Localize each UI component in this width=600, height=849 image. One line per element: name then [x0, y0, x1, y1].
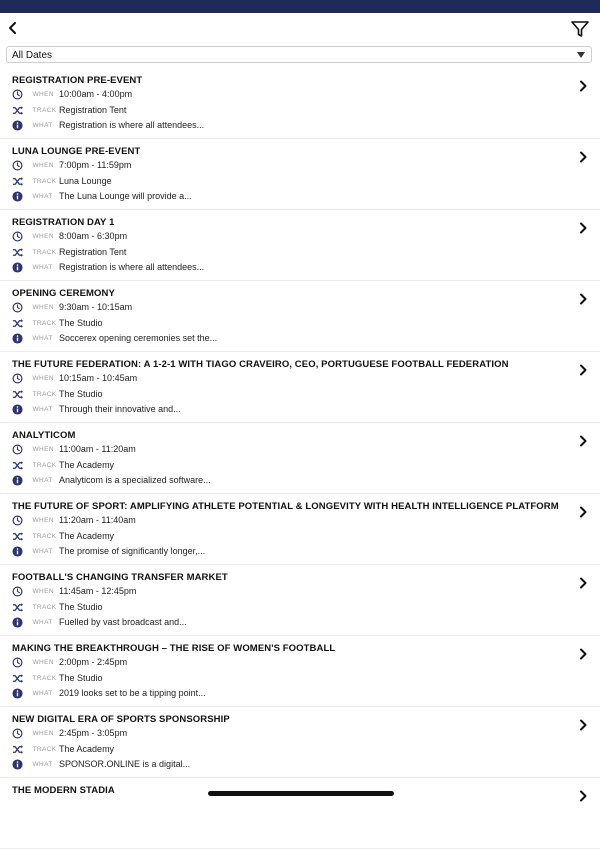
- session-item[interactable]: [0, 68, 600, 139]
- what-label: WHAT: [32, 264, 53, 272]
- session-track: The Studio: [59, 602, 103, 613]
- track-row: [12, 530, 114, 543]
- session-track: Registration Tent: [59, 105, 127, 116]
- what-row: [12, 687, 206, 700]
- track-row: [12, 601, 103, 614]
- shuffle-icon: [12, 602, 23, 613]
- session-when: 11:20am - 11:40am: [59, 515, 136, 526]
- shuffle-icon: [12, 176, 23, 187]
- session-when: 9:30am - 10:15am: [59, 302, 133, 313]
- clock-icon: [12, 302, 23, 313]
- chevron-left-icon[interactable]: [4, 19, 22, 37]
- shuffle-icon: [12, 318, 23, 329]
- when-label: WHEN: [32, 588, 54, 596]
- what-row: [12, 474, 211, 487]
- when-row: [12, 585, 136, 598]
- chevron-right-icon[interactable]: [578, 790, 588, 802]
- session-title: NEW DIGITAL ERA OF SPORTS SPONSORSHIP: [12, 714, 230, 725]
- session-track: Luna Lounge: [59, 176, 112, 187]
- session-when: 7:00pm - 11:59pm: [59, 160, 132, 171]
- session-when: 2:45pm - 3:05pm: [59, 728, 128, 739]
- what-row: [12, 758, 190, 771]
- session-title: ANALYTICOM: [12, 430, 76, 441]
- session-what: The promise of significantly longer,...: [59, 546, 206, 557]
- session-item[interactable]: [0, 636, 600, 707]
- session-item[interactable]: [0, 352, 600, 423]
- session-what: Through their innovative and...: [59, 404, 181, 415]
- session-item[interactable]: [0, 281, 600, 352]
- when-label: WHEN: [32, 91, 54, 99]
- info-icon: [12, 333, 23, 344]
- session-when: 10:15am - 10:45am: [59, 373, 138, 384]
- chevron-right-icon[interactable]: [578, 80, 588, 92]
- when-label: WHEN: [32, 162, 54, 170]
- shuffle-icon: [12, 247, 23, 258]
- track-row: [12, 104, 126, 117]
- session-what: Registration is where all attendees...: [59, 120, 205, 131]
- chevron-right-icon[interactable]: [578, 293, 588, 305]
- caret-down-icon: [577, 52, 585, 58]
- shuffle-icon: [12, 673, 23, 684]
- top-bar: [0, 13, 600, 45]
- session-track: The Studio: [59, 389, 103, 400]
- session-track: The Studio: [59, 673, 103, 684]
- what-row: [12, 545, 205, 558]
- when-row: [12, 514, 136, 527]
- track-label: TRACK: [32, 320, 57, 328]
- when-row: [12, 443, 136, 456]
- track-label: TRACK: [32, 391, 57, 399]
- what-row: [12, 332, 217, 345]
- date-filter-select[interactable]: [6, 46, 592, 63]
- session-when: 2:00pm - 2:45pm: [59, 657, 128, 668]
- when-row: [12, 656, 127, 669]
- chevron-right-icon[interactable]: [578, 151, 588, 163]
- info-icon: [12, 262, 23, 273]
- track-label: TRACK: [32, 533, 57, 541]
- session-when: 10:00am - 4:00pm: [59, 89, 133, 100]
- info-icon: [12, 191, 23, 202]
- session-item[interactable]: [0, 707, 600, 778]
- session-title: LUNA LOUNGE PRE-EVENT: [12, 146, 141, 157]
- session-item[interactable]: [0, 423, 600, 494]
- clock-icon: [12, 728, 23, 739]
- when-row: [12, 230, 127, 243]
- shuffle-icon: [12, 389, 23, 400]
- shuffle-icon: [12, 460, 23, 471]
- chevron-right-icon[interactable]: [578, 648, 588, 660]
- track-label: TRACK: [32, 604, 57, 612]
- session-when: 11:00am - 11:20am: [59, 444, 136, 455]
- clock-icon: [12, 657, 23, 668]
- clock-icon: [12, 160, 23, 171]
- session-item[interactable]: [0, 210, 600, 281]
- when-row: [12, 159, 131, 172]
- session-title: THE MODERN STADIA: [12, 785, 115, 796]
- when-row: [12, 727, 127, 740]
- info-icon: [12, 759, 23, 770]
- session-track: The Academy: [59, 460, 115, 471]
- clock-icon: [12, 231, 23, 242]
- clock-icon: [12, 515, 23, 526]
- track-label: TRACK: [32, 746, 57, 754]
- track-label: TRACK: [32, 107, 57, 115]
- clock-icon: [12, 586, 23, 597]
- what-label: WHAT: [32, 690, 53, 698]
- when-label: WHEN: [32, 375, 54, 383]
- session-what: 2019 looks set to be a tipping point...: [59, 688, 206, 699]
- when-row: [12, 372, 137, 385]
- session-title: REGISTRATION DAY 1: [12, 217, 115, 228]
- what-label: WHAT: [32, 761, 53, 769]
- session-title: THE FUTURE OF SPORT: AMPLIFYING ATHLETE POTENTIAL & LONGEVITY WITH HEALTH INTELLIGENCE PLATFORM: [12, 501, 559, 512]
- session-what: The Luna Lounge will provide a...: [59, 191, 192, 202]
- session-track: The Studio: [59, 318, 103, 329]
- what-label: WHAT: [32, 548, 53, 556]
- info-icon: [12, 688, 23, 699]
- when-label: WHEN: [32, 517, 54, 525]
- track-row: [12, 317, 103, 330]
- info-icon: [12, 617, 23, 628]
- shuffle-icon: [12, 744, 23, 755]
- chevron-right-icon[interactable]: [578, 364, 588, 376]
- what-label: WHAT: [32, 193, 53, 201]
- info-icon: [12, 120, 23, 131]
- track-row: [12, 388, 103, 401]
- when-label: WHEN: [32, 730, 54, 738]
- what-label: WHAT: [32, 619, 53, 627]
- when-label: WHEN: [32, 659, 54, 667]
- clock-icon: [12, 444, 23, 455]
- session-what: Soccerex opening ceremonies set the...: [59, 333, 218, 344]
- when-row: [12, 88, 132, 101]
- what-row: [12, 616, 187, 629]
- info-icon: [12, 475, 23, 486]
- track-row: [12, 743, 114, 756]
- filter-icon[interactable]: [570, 19, 590, 39]
- track-row: [12, 459, 114, 472]
- what-row: [12, 261, 204, 274]
- shuffle-icon: [12, 531, 23, 542]
- session-title: OPENING CEREMONY: [12, 288, 115, 299]
- shuffle-icon: [12, 105, 23, 116]
- what-row: [12, 119, 204, 132]
- what-label: WHAT: [32, 122, 53, 130]
- what-label: WHAT: [32, 335, 53, 343]
- track-label: TRACK: [32, 462, 57, 470]
- track-label: TRACK: [32, 178, 57, 186]
- track-row: [12, 246, 126, 259]
- what-label: WHAT: [32, 477, 53, 485]
- chevron-right-icon[interactable]: [578, 719, 588, 731]
- session-title: FOOTBALL'S CHANGING TRANSFER MARKET: [12, 572, 228, 583]
- track-row: [12, 672, 103, 685]
- info-icon: [12, 404, 23, 415]
- chevron-right-icon[interactable]: [578, 435, 588, 447]
- home-indicator: [208, 791, 394, 796]
- when-row: [12, 301, 132, 314]
- session-track: The Academy: [59, 744, 115, 755]
- session-when: 8:00am - 6:30pm: [59, 231, 128, 242]
- when-label: WHEN: [32, 233, 54, 241]
- track-row: [12, 175, 112, 188]
- session-track: Registration Tent: [59, 247, 127, 258]
- what-label: WHAT: [32, 406, 53, 414]
- session-when: 11:45am - 12:45pm: [59, 586, 137, 597]
- when-label: WHEN: [32, 446, 54, 454]
- chevron-right-icon[interactable]: [578, 222, 588, 234]
- track-label: TRACK: [32, 675, 57, 683]
- session-item[interactable]: [0, 139, 600, 210]
- session-list: [0, 68, 600, 849]
- status-bar: [0, 0, 600, 13]
- session-title: MAKING THE BREAKTHROUGH – THE RISE OF WOMEN'S FOOTBALL: [12, 643, 336, 654]
- session-what: SPONSOR.ONLINE is a digital...: [59, 759, 191, 770]
- session-what: Fuelled by vast broadcast and...: [59, 617, 187, 628]
- what-row: [12, 403, 181, 416]
- chevron-right-icon[interactable]: [578, 577, 588, 589]
- info-icon: [12, 546, 23, 557]
- session-what: Analyticom is a specialized software...: [59, 475, 211, 486]
- session-title: THE FUTURE FEDERATION: A 1-2-1 WITH TIAGO CRAVEIRO, CEO, PORTUGUESE FOOTBALL FEDERATION: [12, 359, 509, 370]
- what-row: [12, 190, 192, 203]
- session-track: The Academy: [59, 531, 115, 542]
- session-item[interactable]: [0, 494, 600, 565]
- session-item[interactable]: [0, 778, 600, 849]
- when-label: WHEN: [32, 304, 54, 312]
- session-item[interactable]: [0, 565, 600, 636]
- session-title: REGISTRATION PRE-EVENT: [12, 75, 143, 86]
- clock-icon: [12, 373, 23, 384]
- track-label: TRACK: [32, 249, 57, 257]
- date-filter-value: All Dates: [12, 50, 53, 61]
- session-what: Registration is where all attendees...: [59, 262, 205, 273]
- clock-icon: [12, 89, 23, 100]
- chevron-right-icon[interactable]: [578, 506, 588, 518]
